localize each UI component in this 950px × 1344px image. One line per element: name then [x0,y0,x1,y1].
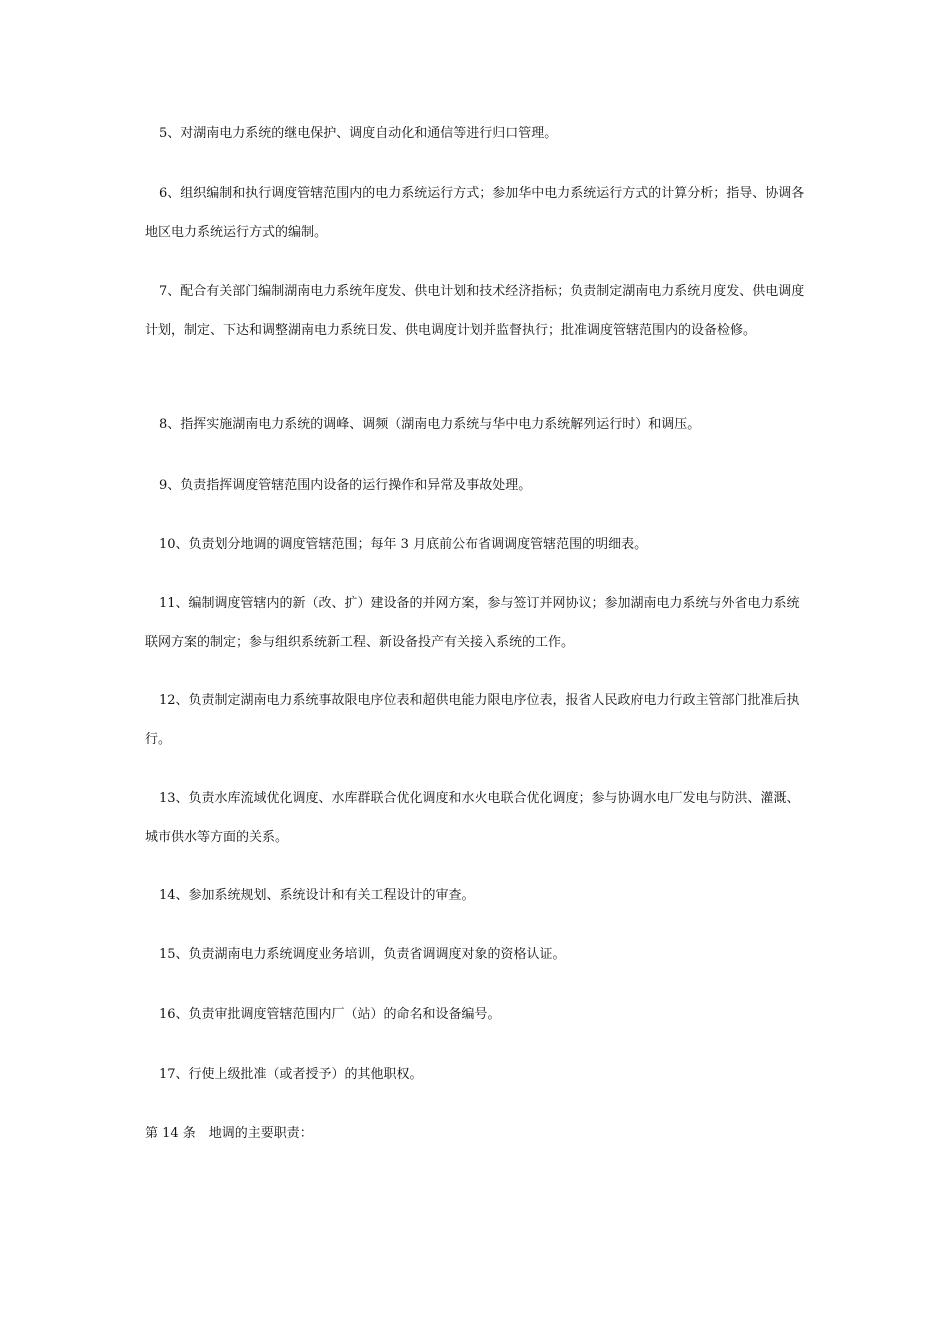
duty-item-8: 8、指挥实施湖南电力系统的调峰、调频（湖南电力系统与华中电力系统解列运行时）和调压。 [159,417,701,432]
duty-item-10: 10、负责划分地调的调度管辖范围；每年 3 月底前公布省调调度管辖范围的明细表。 [159,537,648,552]
duty-item-9: 9、负责指挥调度管辖范围内设备的运行操作和异常及事故处理。 [159,478,532,493]
duty-item-13: 13、负责水库流域优化调度、水库群联合优化调度和水火电联合优化调度；参与协调水电厂发电与防洪、灌溉、城市供水等方面的关系。 [145,791,800,845]
duty-item-6: 6、组织编制和执行调度管辖范围内的电力系统运行方式；参加华中电力系统运行方式的计算分析；指导、协调各地区电力系统运行方式的编制。 [145,186,805,240]
duty-item-14: 14、参加系统规划、系统设计和有关工程设计的审查。 [159,888,475,903]
duty-item-15: 15、负责湖南电力系统调度业务培训，负责省调调度对象的资格认证。 [159,947,566,962]
duty-item-7: 7、配合有关部门编制湖南电力系统年度发、供电计划和技术经济指标；负责制定湖南电力系统月度发、供电调度计划，制定、下达和调整湖南电力系统日发、供电调度计划并监督执行；批准调度管辖范围内的设备检修。 [145,284,805,338]
duty-item-16: 16、负责审批调度管辖范围内厂（站）的命名和设备编号。 [159,1007,501,1022]
article-heading: 第 14 条 地调的主要职责： [145,1126,313,1141]
duty-item-5: 5、对湖南电力系统的继电保护、调度自动化和通信等进行归口管理。 [159,126,558,141]
duty-item-12: 12、负责制定湖南电力系统事故限电序位表和超供电能力限电序位表，报省人民政府电力行政主管部门批准后执行。 [145,693,800,747]
duty-item-17: 17、行使上级批准（或者授予）的其他职权。 [159,1067,423,1082]
duty-item-11: 11、编制调度管辖内的新（改、扩）建设备的并网方案，参与签订并网协议；参加湖南电力系统与外省电力系统联网方案的制定；参与组织系统新工程、新设备投产有关接入系统的工作。 [145,596,800,650]
